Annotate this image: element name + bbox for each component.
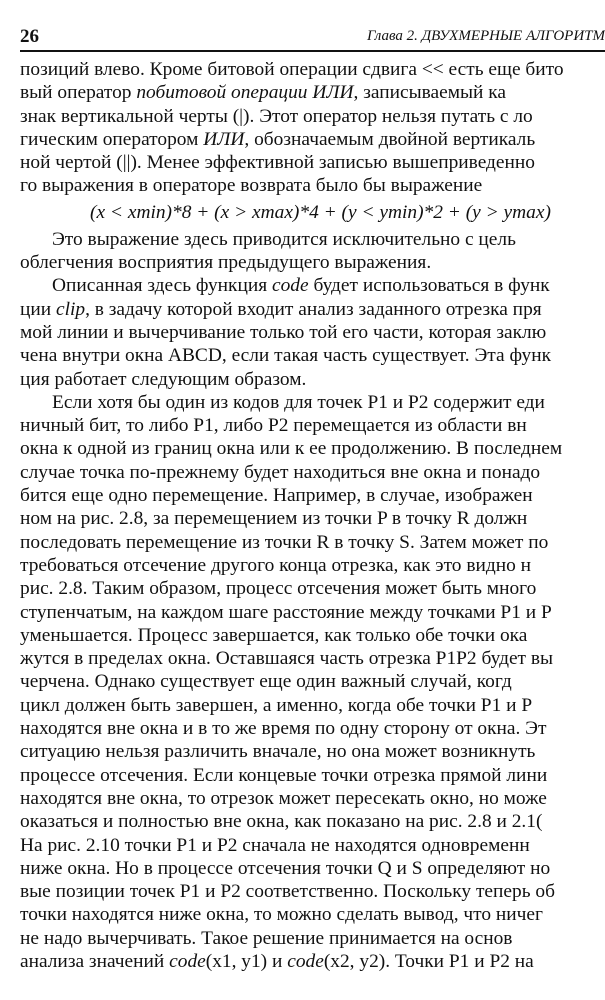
text-line: процессе отсечения. Если концевые точки отрезка прямой лини bbox=[20, 764, 548, 786]
text-line: ниже окна. Но в процессе отсечения точки Q и S определяют но bbox=[20, 857, 551, 879]
text-line: позиций влево. Кроме битовой операции сдвига << есть еще бито bbox=[20, 59, 564, 80]
text-line: На рис. 2.10 точки P1 и P2 сначала не находятся одновременн bbox=[20, 834, 530, 856]
text-run: гическим оператором bbox=[20, 128, 204, 150]
text-line: черчена. Однако существует еще один важный случай, когд bbox=[20, 671, 512, 693]
text-run: вый оператор bbox=[20, 82, 137, 104]
text-line: ступенчатым, на каждом шаге расстояние между точками P1 и P bbox=[20, 601, 552, 623]
text-line: бится еще одно перемещение. Например, в случае, изображен bbox=[20, 485, 533, 507]
text-line: находятся вне окна, то отрезок может пересекать окно, но може bbox=[20, 787, 547, 809]
text-line: случае точка по-прежнему будет находиться вне окна и понадо bbox=[20, 461, 541, 483]
text-run: ции bbox=[20, 298, 56, 320]
italic-run: code bbox=[287, 950, 324, 972]
text-run: , записываемый ка bbox=[353, 82, 506, 104]
text-line bbox=[20, 950, 605, 973]
text-line bbox=[20, 298, 605, 321]
book-page bbox=[20, 24, 605, 973]
italic-run: побитовой операции ИЛИ bbox=[136, 82, 354, 104]
text-line: окна к одной из границ окна или к ее продолжению. В последнем bbox=[20, 438, 563, 460]
text-line: ном на рис. 2.8, за перемещением из точки P в точку R должн bbox=[20, 508, 528, 530]
text-run: Описанная здесь функция bbox=[52, 275, 272, 297]
formula: (x < xmin)*8 + (x > xmax)*4 + (y < ymin)*2 + (y > ymax) bbox=[90, 201, 551, 223]
italic-run: code bbox=[272, 275, 309, 297]
text-line: жутся в пределах окна. Оставшаяся часть отрезка P1P2 будет вы bbox=[20, 648, 554, 670]
body-text bbox=[20, 58, 605, 973]
text-line: оказаться и полностью вне окна, как показано на рис. 2.8 и 2.1( bbox=[20, 811, 543, 833]
text-line: уменьшается. Процесс завершается, как только обе точки ока bbox=[20, 624, 528, 646]
text-line: рис. 2.8. Таким образом, процесс отсечения может быть много bbox=[20, 578, 537, 600]
text-run: анализа значений bbox=[20, 950, 170, 972]
italic-run: code bbox=[169, 950, 206, 972]
text-line: чена внутри окна ABCD, если такая часть существует. Эта функ bbox=[20, 345, 552, 367]
text-line: точки находятся ниже окна, то можно сделать вывод, что ничег bbox=[20, 904, 543, 926]
text-run: (x2, y2). Точки P1 и P2 на bbox=[323, 950, 534, 972]
italic-run: ИЛИ bbox=[203, 128, 245, 150]
text-line: цикл должен быть завершен, а именно, когда обе точки P1 и P bbox=[20, 694, 533, 716]
text-line: ничный бит, то либо P1, либо P2 перемещается из области вн bbox=[20, 415, 527, 437]
text-line: облегчения восприятия предыдущего выражения. bbox=[20, 252, 432, 274]
text-run: (x1, y1) и bbox=[205, 950, 288, 972]
page-number: 26 bbox=[20, 26, 39, 47]
text-line: знак вертикальной черты (|). Этот оператор нельзя путать с ло bbox=[20, 105, 533, 127]
text-line bbox=[20, 274, 605, 297]
text-line: го выражения в операторе возврата было бы выражение bbox=[20, 175, 483, 197]
text-line bbox=[20, 128, 605, 151]
text-line bbox=[20, 81, 605, 104]
text-line: требоваться отсечение другого конца отрезка, как это видно н bbox=[20, 554, 532, 576]
text-line: ситуацию нельзя различить вначале, но она может возникнуть bbox=[20, 741, 536, 763]
text-line: не надо вычерчивать. Такое решение принимается на основ bbox=[20, 927, 513, 949]
text-line: последовать перемещение из точки R в точку S. Затем может по bbox=[20, 531, 549, 553]
text-line: находятся вне окна и в то же время по одну сторону от окна. Эт bbox=[20, 718, 547, 740]
text-line: вые позиции точек P1 и P2 соответственно. Поскольку теперь об bbox=[20, 881, 555, 903]
page-header bbox=[20, 24, 605, 52]
chapter-title: Глава 2. ДВУХМЕРНЫЕ АЛГОРИТМ bbox=[367, 28, 605, 44]
text-line: ция работает следующим образом. bbox=[20, 368, 307, 390]
text-run: , в задачу которой входит анализ заданного отрезка пря bbox=[85, 298, 542, 320]
text-run: будет использоваться в функ bbox=[308, 275, 550, 297]
text-run: , обозначаемым двойной вертикаль bbox=[244, 128, 536, 150]
text-line: ной чертой (||). Менее эффективной записью вышеприведенно bbox=[20, 152, 535, 174]
text-line: Это выражение здесь приводится исключительно с цель bbox=[52, 228, 516, 250]
italic-run: clip bbox=[55, 298, 86, 320]
text-line: Если хотя бы один из кодов для точек P1 и P2 содержит еди bbox=[52, 391, 545, 413]
text-line: мой линии и вычерчивание только той его части, которая заклю bbox=[20, 321, 547, 343]
